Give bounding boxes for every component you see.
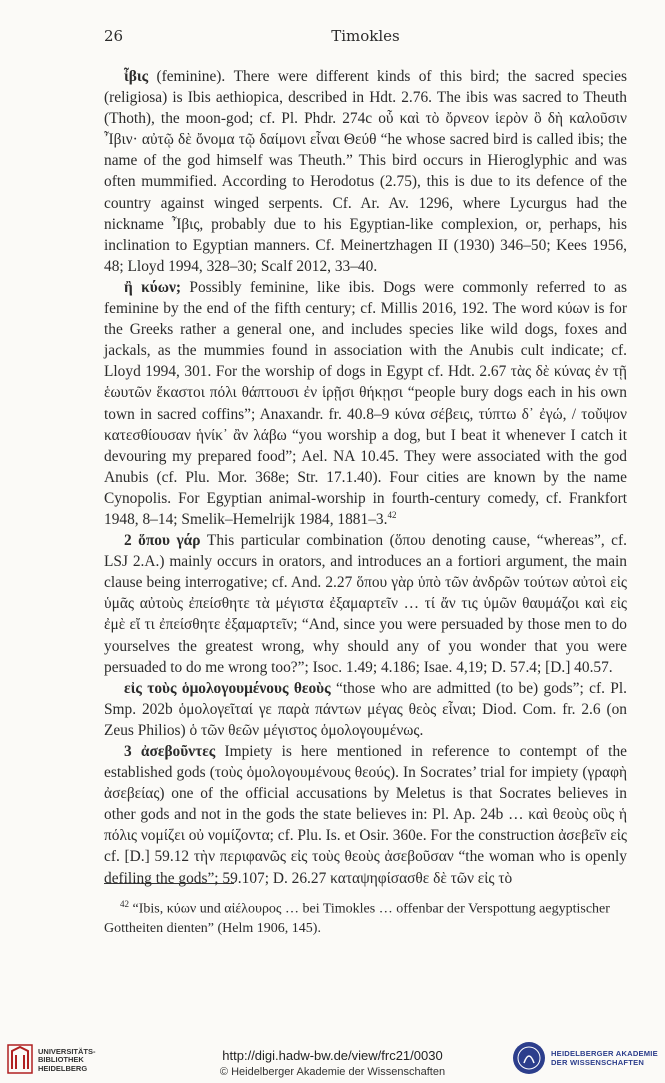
footnote-number: 42 xyxy=(120,899,129,909)
paragraph-homologoumenous xyxy=(104,678,627,741)
commentary-body xyxy=(104,66,627,889)
paragraph-text: “those who are admitted (to be) gods”; cf. Pl. Smp. 202b ὁμολογεῖταί γε παρὰ πάντων μέγας θεὸς εἶναι; Diod. Com. fr. 2.6 (on Zeus Philios) ὁ τῶν θεῶν μέγιστος ὁμολογουμένως. xyxy=(104,679,627,739)
lemma: 3 ἀσεβοῦντες xyxy=(124,743,216,760)
lemma: ἢ κύων; xyxy=(124,278,181,296)
page-number: 26 xyxy=(104,27,124,45)
lemma: εἰς τοὺς ὁμολογουμένους θεοὺς xyxy=(124,679,331,697)
academy-name: HEIDELBERGER AKADEMIE DER WISSENSCHAFTEN xyxy=(551,1049,658,1067)
paragraph-text: This particular combination (ὅπου denoting cause, “whereas”, cf. LSJ 2.A.) mainly occurs in orators, and introduces an a fortiori argument, the main clause being interrogative; cf. And. 2.27 ὅπου γὰρ ὑπὸ τῶν ἀνδρῶν τούτων αὐτοὶ εἰς ὑμᾶς αὐτοὺς ἐπείσθητε τὰ μέγιστα ἐξαμαρτεῖν … τί ἄν τις ὑμῶν θαυμάζοι καὶ εἰς ἐμὲ εἴ τι ἐπείσθητε ἐξαμαρτεῖν; “And, since you were persuaded by those men to do yourselves the greatest wrong, why should any of you wonder that you were persuaded to do me wrong too?”; Isoc. 1.49; 4.186; Isae. 4,19; D. 57.4; [D.] 40.57. xyxy=(104,532,627,676)
page-footer xyxy=(0,1035,665,1083)
copyright-notice: © Heidelberger Akademie der Wissenschaften xyxy=(219,1066,446,1078)
footnote-reference[interactable]: 42 xyxy=(387,509,397,520)
paragraph-asebountes xyxy=(104,741,627,889)
paragraph-text: (feminine). There were different kinds of this bird; the sacred species (religiosa) is Ibis aethiopica, described in Hdt. 2.76. The ibis was sacred to Theuth (Thoth), the moon-god; cf. Pl. Phdr. 274c οὗ καὶ τὸ ὄρνεον ἱερὸν ὃ δὴ καλοῦσιν Ἶβιν· αὐτῷ δὲ ὄνομα τῷ δαίμονι εἶναι Θεύθ “he whose sacred bird is called ibis; the name of the god himself was Theuth.” This bird occurs in Hieroglyphic and was often mummified. According to Herodotus (2.75), this is due to its defence of the country against winged serpents. Cf. Ar. Av. 1296, where Lycurgus had the nickname Ἶβις, probably due to his Egyptian-like complexion, or, perhaps, his inclination to Egyptian manners. Cf. Meinertzhagen II (1930) 346–50; Kees 1956, 48; Lloyd 1994, 328–30; Scalf 2012, 33–40. xyxy=(104,68,627,275)
footnote xyxy=(104,895,627,939)
paragraph-text: Impiety is here mentioned in reference to contempt of the established gods (τοὺς ὁμολογουμένους θεούς). In Socrates’ trial for impiety (γραφὴ ἀσεβείας) one of the official accusations by Meletus is that Socrates believes in other gods and not in the gods the state believes in: Pl. Ap. 24b … καὶ θεοὺς οὓς ἡ πόλις νομίζει οὐ νομίζοντα; cf. Plu. Is. et Osir. 360e. For the construction ἀσεβεῖν εἰς cf. [D.] 59.12 τὴν περιφανῶς εἰς τοὺς θεοὺς ἀσεβοῦσαν “the woman who is openly defiling the gods”; 59.107; D. 26.27 καταψηφίσασθε δὲ τῶν εἰς τὸ xyxy=(104,743,627,887)
paragraph-text: Possibly feminine, like ibis. Dogs were commonly referred to as feminine by the end of the fifth century; cf. Millis 2016, 192. The word κύων is for the Greeks rather a general one, and includes species like wild dogs, foxes and jackals, as the mummies found in association with the Anubis cult indicate; cf. Lloyd 1994, 301. For the worship of dogs in Egypt cf. Hdt. 2.67 τὰς δὲ κύνας ἐν τῇ ἑωυτῶν ἕκαστοι πόλι θάπτουσι ἐν ἱρῇσι θήκῃσι “people bury dogs each in his own town in sacred coffins”; Anaxandr. fr. 40.8–9 κύνα σέβεις, τύπτω δ᾿ ἐγώ, / τοὔψον κατεσθίουσαν ἡνίκ᾿ ἂν λάβω “you worship a dog, but I beat it whenever I catch it devouring my prepared food”; Ael. NA 10.45. They were associated with the god Anubis (cf. Plu. Mor. 368e; Str. 17.1.40). Four cities are known by the name Cynopolis. For Egyptian animal-worship in fourth-century comedy, cf. Frankfort 1948, 8–14; Smelik–Hemelrijk 1984, 1881–3. xyxy=(104,278,627,528)
paragraph-kyon xyxy=(104,277,627,530)
footnote-text: “Ibis, κύων und αἰέλουρος … bei Timokles … offenbar der Verspottung aegyptischer Gottheiten dienten” (Helm 1906, 145). xyxy=(104,901,610,937)
library-name: UNIVERSITÄTS- BIBLIOTHEK HEIDELBERG xyxy=(38,1047,96,1073)
source-url-link[interactable]: http://digi.hadw-bw.de/view/frc21/0030 xyxy=(222,1048,443,1063)
paragraph-hopou-gar xyxy=(104,530,627,678)
academy-seal-icon xyxy=(512,1041,546,1075)
footnote-divider xyxy=(104,883,234,884)
lemma: 2 ὅπου γάρ xyxy=(124,532,201,550)
lemma: ἶβις xyxy=(124,68,149,85)
page-header xyxy=(104,27,627,47)
running-title: Timokles xyxy=(331,27,400,45)
paragraph-ibis xyxy=(104,66,627,277)
